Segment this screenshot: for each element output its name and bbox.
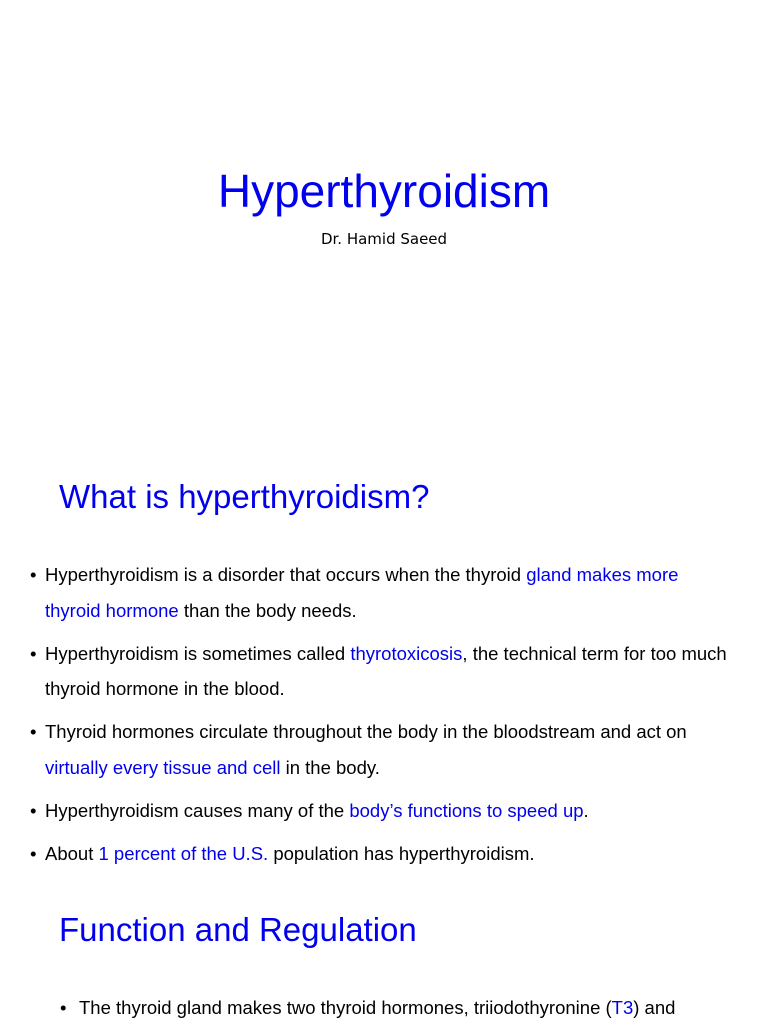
link-virtually-every-tissue-and-cell[interactable]: virtually every tissue and cell: [45, 756, 281, 778]
bullet-text: Hyperthyroidism causes many of the: [45, 799, 350, 821]
bullet-dot: •: [30, 564, 37, 585]
section-heading-what-is: What is hyperthyroidism?: [59, 478, 430, 515]
slide-author: Dr. Hamid Saeed: [320, 230, 448, 248]
link-gland-makes-more-thyroid-hormone[interactable]: gland makes more thyroid hormone: [45, 564, 679, 621]
bullet-dot: •: [30, 842, 37, 864]
bullet-text: .: [583, 799, 589, 821]
bullet-item: [0, 636, 768, 707]
link-bodys-functions-to-speed-up[interactable]: body’s functions to speed up: [349, 799, 584, 821]
link-t3[interactable]: T3: [611, 997, 634, 1018]
bullet-text: Hyperthyroidism is a disorder that occurs when the thyroid: [45, 564, 527, 585]
link-1-percent-of-the-us[interactable]: 1 percent of the U.S.: [98, 842, 269, 864]
bullet-item: [0, 793, 768, 829]
bullet-item: [0, 836, 768, 872]
what-is-bullet-list: [0, 557, 768, 879]
bullet-dot: •: [60, 997, 67, 1018]
bullet-dot: •: [30, 799, 37, 821]
bullet-item: [0, 990, 768, 1026]
bullet-text: The thyroid gland makes two thyroid hormones, triiodothyronine (: [79, 997, 612, 1018]
bullet-text: Hyperthyroidism is sometimes called: [45, 642, 351, 664]
bullet-text: than the body needs.: [178, 599, 357, 621]
bullet-text: ) and: [633, 997, 676, 1018]
bullet-text: Thyroid hormones circulate throughout the body in the bloodstream and act on: [45, 721, 687, 742]
slide-title: Hyperthyroidism: [217, 165, 551, 217]
bullet-dot: •: [30, 721, 37, 742]
bullet-text: population has hyperthyroidism.: [268, 842, 535, 864]
bullet-item: [0, 557, 768, 628]
function-bullet-list: [0, 990, 768, 1033]
section-heading-function-and-regulation: Function and Regulation: [59, 911, 417, 948]
bullet-text: About: [45, 842, 99, 864]
link-thyrotoxicosis[interactable]: thyrotoxicosis: [350, 642, 463, 664]
bullet-text: , the technical term for too much thyroid hormone in the blood.: [45, 642, 727, 699]
bullet-text: in the body.: [280, 756, 380, 778]
bullet-item: [0, 714, 768, 785]
bullet-dot: •: [30, 642, 37, 664]
